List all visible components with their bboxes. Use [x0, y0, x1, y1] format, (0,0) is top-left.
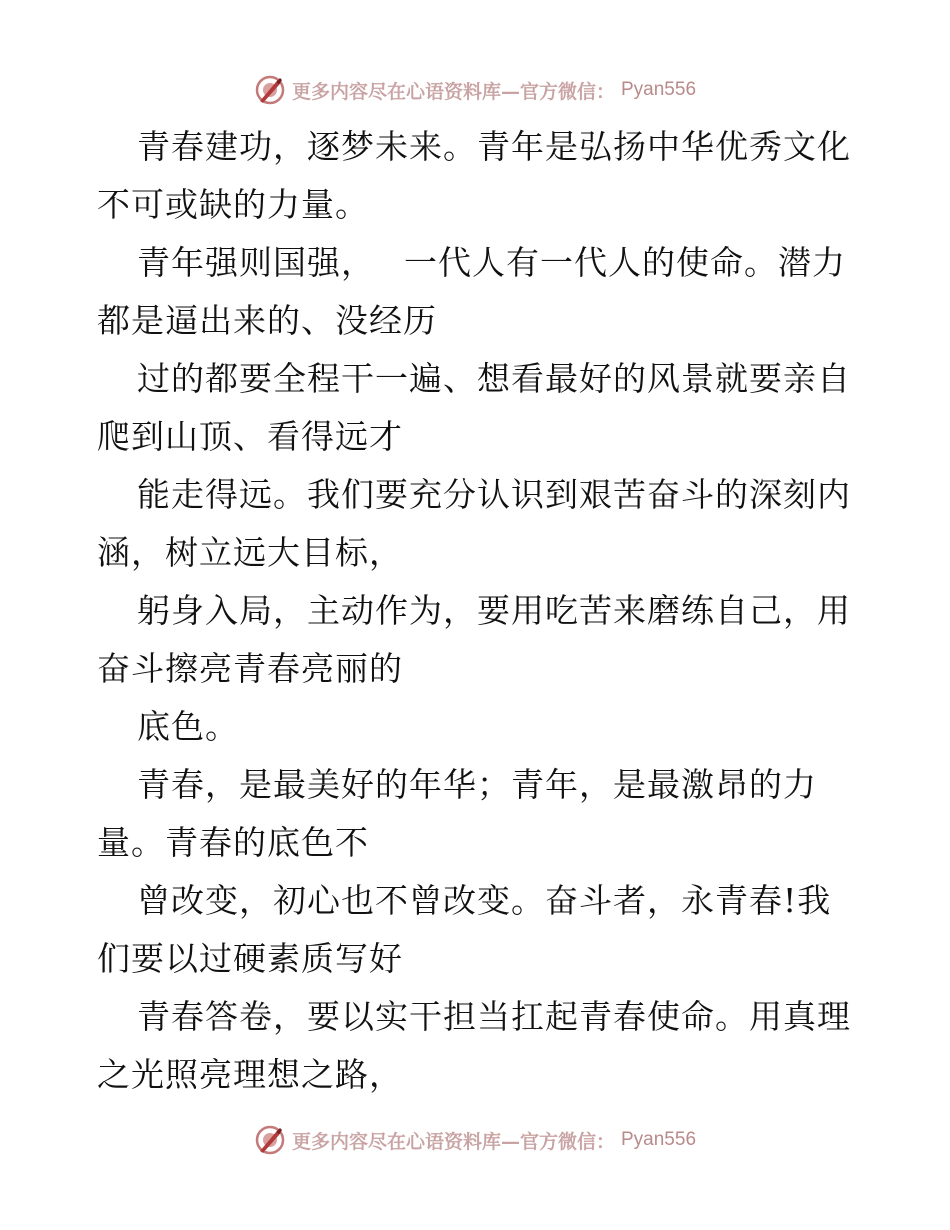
paragraph: 过的都要全程干一遍、想看最好的风景就要亲自爬到山顶、看得远才 — [97, 359, 851, 456]
paragraph: 躬身入局，主动作为，要用吃苦来磨练自己，用奋斗擦亮青春亮丽的 — [97, 591, 851, 688]
paragraph: 青年强则国强， 一代人有一代人的使命。潜力都是逼出来的、没经历 — [97, 243, 846, 340]
footer-watermark-banner — [0, 1120, 950, 1160]
paragraph: 底色。 — [137, 707, 239, 746]
pen-logo-icon — [254, 74, 286, 106]
paragraph: 曾改变，初心也不曾改变。奋斗者，永青春!我们要以过硬素质写好 — [97, 881, 832, 978]
document-body — [97, 118, 857, 1104]
paragraph: 青春建功，逐梦未来。青年是弘扬中华优秀文化不可或缺的力量。 — [97, 127, 851, 224]
paragraph: 能走得远。我们要充分认识到艰苦奋斗的深刻内涵，树立远大目标， — [97, 475, 851, 572]
pen-logo-icon — [254, 1124, 286, 1156]
watermark-contact: Pyan556 — [621, 1129, 697, 1150]
watermark-contact: Pyan556 — [621, 79, 697, 100]
watermark-text: 更多内容尽在心语资料库—官方微信： — [291, 1130, 615, 1153]
paragraph: 青春答卷，要以实干担当扛起青春使命。用真理之光照亮理想之路， — [97, 997, 851, 1094]
watermark-text: 更多内容尽在心语资料库—官方微信： — [291, 80, 615, 103]
paragraph: 青春，是最美好的年华；青年，是最激昂的力量。青春的底色不 — [97, 765, 817, 862]
header-watermark-banner — [0, 70, 950, 110]
